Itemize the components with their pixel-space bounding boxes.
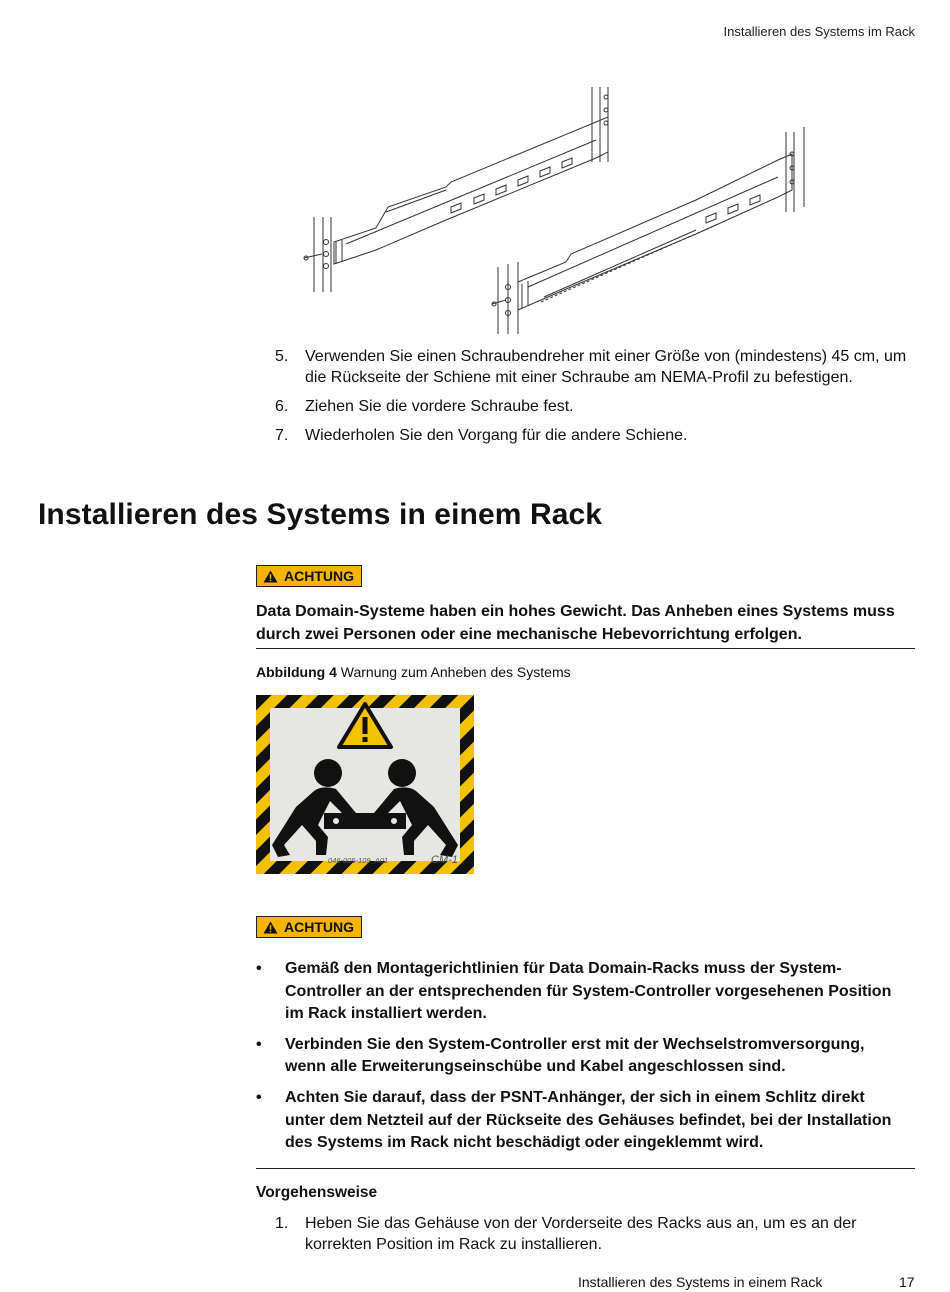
- caution-bullet-list: [256, 958, 908, 1163]
- figure-caption-text: Warnung zum Anheben des Systems: [340, 664, 571, 680]
- step-number: 1.: [275, 1215, 289, 1232]
- warning-triangle-icon: [263, 570, 278, 583]
- step-text: Ziehen Sie die vordere Schraube fest.: [305, 398, 574, 415]
- list-item: [256, 958, 908, 1026]
- step-text: Verwenden Sie einen Schraubendreher mit einer Größe von (mindestens) 45 cm, um die Rückseite der Schiene mit einer Schraube am NEMA-Profil zu befestigen.: [305, 348, 907, 386]
- rear-rack-post-right: [786, 127, 804, 212]
- bullet-marker: •: [256, 1088, 262, 1106]
- bullet-marker: •: [256, 1035, 262, 1053]
- label-code: CM-1: [431, 854, 458, 866]
- list-item: [270, 1213, 910, 1255]
- page-number: 17: [899, 1274, 915, 1290]
- step-number: 6.: [275, 398, 289, 415]
- caution-badge: [256, 916, 362, 938]
- running-footer: Installieren des Systems in einem Rack: [578, 1274, 823, 1290]
- bullet-marker: •: [256, 960, 262, 977]
- list-item: [270, 396, 910, 417]
- upper-rail: [334, 117, 608, 264]
- warning-triangle-icon: [263, 921, 278, 934]
- front-rack-post-left: [304, 217, 331, 292]
- figure-label: Abbildung 4: [256, 664, 337, 680]
- procedure-step-list: [270, 1213, 910, 1263]
- step-number: 5.: [275, 348, 289, 365]
- step-list: [270, 346, 910, 454]
- running-header: Installieren des Systems im Rack: [723, 24, 915, 39]
- caution-text: Data Domain-Systeme haben ein hohes Gewicht. Das Anheben eines Systems muss durch zwei Personen oder eine mechanische Hebevorrichtung erfolgen.: [256, 603, 895, 643]
- two-person-lift-warning-label: [256, 695, 474, 874]
- bullet-text: Verbinden Sie den System-Controller erst mit der Wechselstromversorgung, wenn alle Erweiterungseinschübe und Kabel angeschlossen sind.: [285, 1035, 865, 1076]
- divider: [256, 1168, 915, 1169]
- section-heading: Installieren des Systems in einem Rack: [38, 498, 603, 531]
- caution-label: ACHTUNG: [284, 919, 354, 935]
- procedure-heading: Vorgehensweise: [256, 1184, 378, 1201]
- caution-badge: [256, 565, 362, 587]
- step-text: Heben Sie das Gehäuse von der Vorderseite des Racks aus an, um es an der korrekten Position im Rack zu installieren.: [305, 1215, 857, 1253]
- list-item: [270, 425, 910, 446]
- label-part-number: 046-005-109_A01: [328, 856, 389, 865]
- figure-caption: [256, 664, 571, 680]
- step-number: 7.: [275, 427, 289, 444]
- bullet-text: Achten Sie darauf, dass der PSNT-Anhänger, der sich in einem Schlitz direkt unter dem Netzteil auf der Rückseite des Gehäuses befindet, bei der Installation des Systems im Rack nicht beschädigt oder eingeklemmt wird.: [285, 1088, 892, 1152]
- bullet-text: Gemäß den Montagerichtlinien für Data Domain-Racks muss der System-Controller an der entsprechenden für System-Controller vorgesehenen Position im Rack installiert werden.: [285, 960, 892, 1023]
- step-text: Wiederholen Sie den Vorgang für die andere Schiene.: [305, 427, 688, 444]
- list-item: [270, 346, 910, 388]
- front-rack-post-right: [492, 262, 518, 334]
- caution-label: ACHTUNG: [284, 568, 354, 584]
- divider: [256, 648, 915, 649]
- list-item: [256, 1034, 908, 1079]
- list-item: [256, 1087, 908, 1155]
- rear-rack-post-left: [592, 87, 608, 162]
- rail-installation-illustration: [296, 82, 816, 340]
- lower-rail: [518, 154, 792, 310]
